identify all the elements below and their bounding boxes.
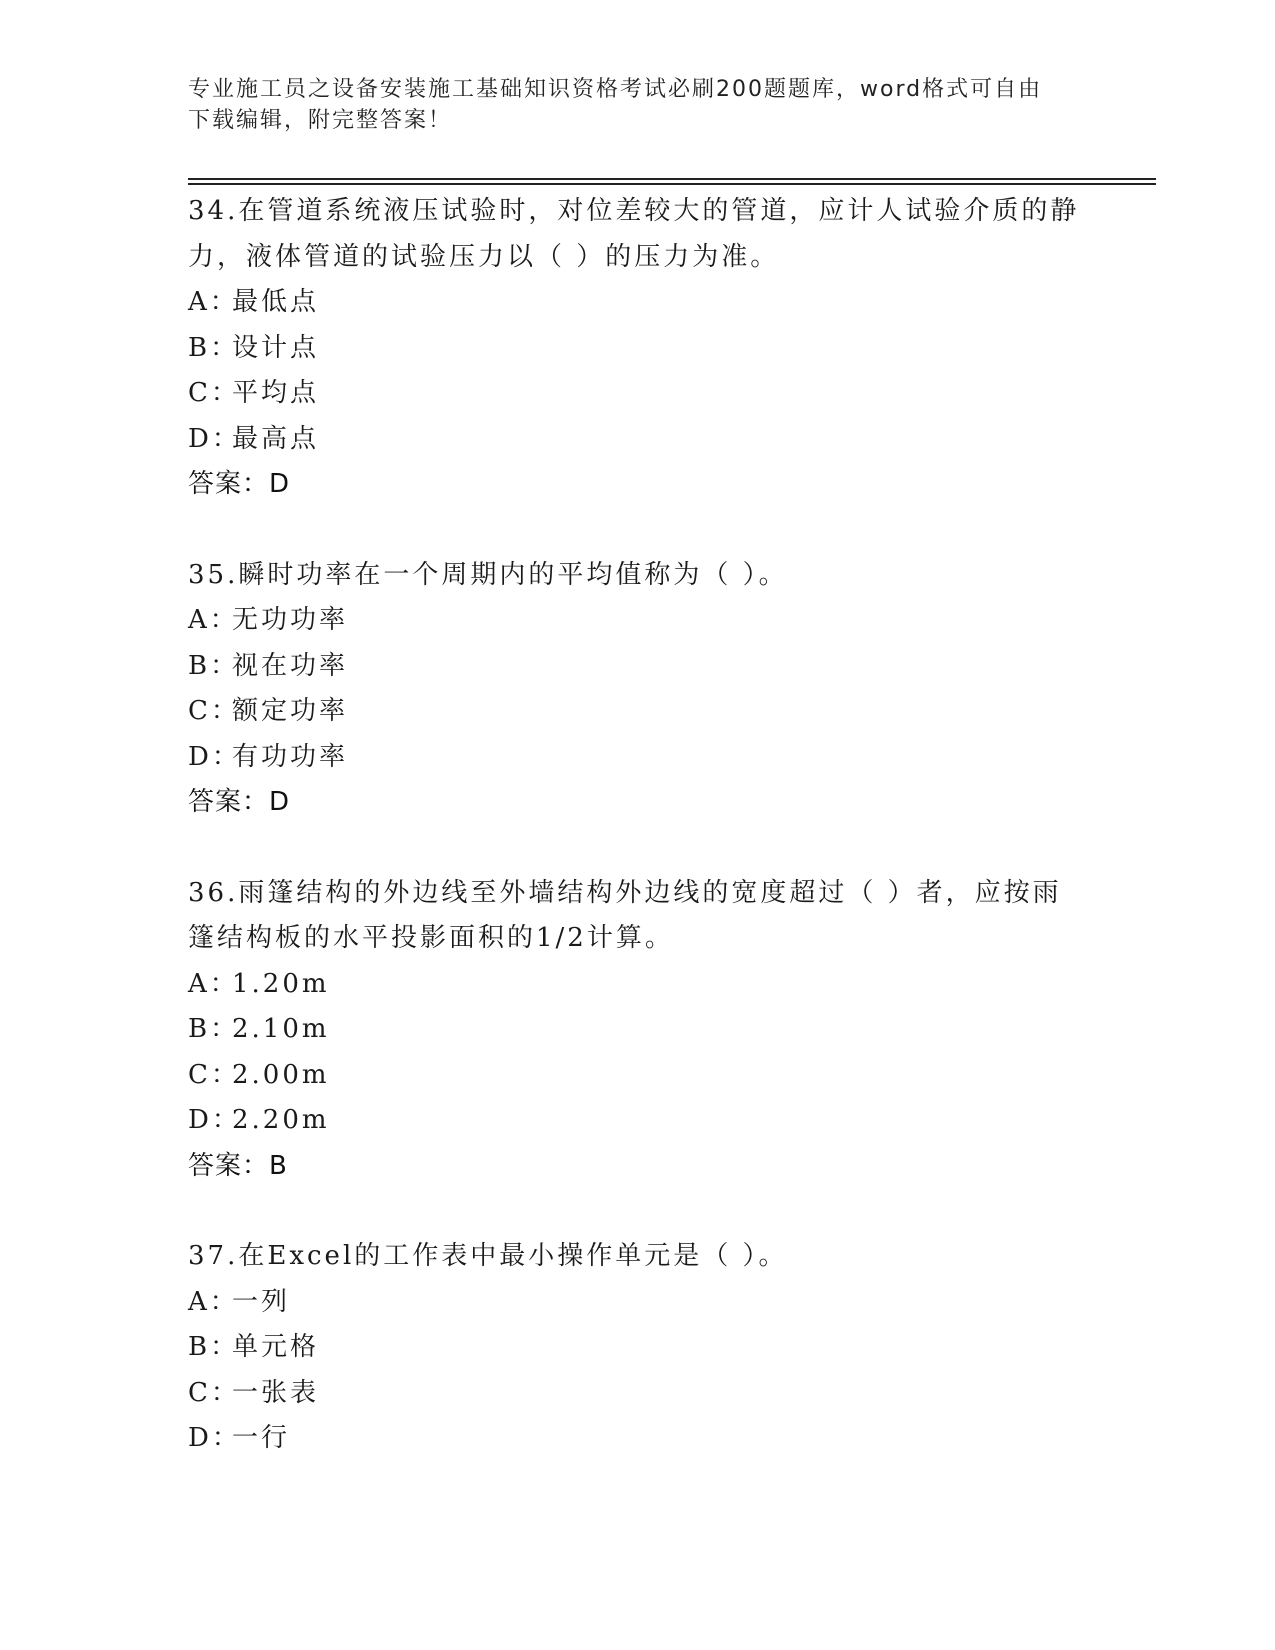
question-block xyxy=(188,871,1088,1190)
option-letter: D： xyxy=(188,1105,241,1135)
option-text: 视在功率 xyxy=(232,650,349,681)
option-letter: A： xyxy=(188,1286,239,1317)
answer-option xyxy=(188,1325,1088,1371)
question-stem-line: 37.在Excel的工作表中最小操作单元是（ ）。 xyxy=(188,1241,788,1271)
question-spacer xyxy=(188,508,1088,553)
question-block xyxy=(188,553,1088,826)
answer-option xyxy=(188,326,1088,372)
option-text: 2.20m xyxy=(232,1105,330,1135)
option-text: 平均点 xyxy=(232,378,320,408)
option-text: 2.10m xyxy=(232,1014,330,1044)
option-letter: D： xyxy=(188,1423,241,1453)
option-letter: B： xyxy=(188,332,240,363)
answer-option xyxy=(188,280,1088,326)
header-divider-bottom xyxy=(188,183,1156,185)
option-text: 一张表 xyxy=(232,1377,320,1408)
option-text: 额定功率 xyxy=(232,696,349,726)
answer-option xyxy=(188,1053,1088,1099)
answer-option xyxy=(188,735,1088,781)
header-line-1: 专业施工员之设备安装施工基础知识资格考试必刷200题题库，word格式可自由 xyxy=(188,77,1043,102)
question-stem-line: 力，液体管道的试验压力以（ ）的压力为准。 xyxy=(188,241,780,272)
option-text: 一列 xyxy=(232,1286,291,1317)
answer-option xyxy=(188,1371,1088,1417)
option-letter: B： xyxy=(188,1332,240,1362)
question-stem-line: 34.在管道系统液压试验时，对位差较大的管道，应计人试验介质的静 xyxy=(188,196,1080,226)
option-letter: C： xyxy=(188,696,240,726)
option-text: 1.20m xyxy=(232,968,330,999)
option-letter: C： xyxy=(188,378,240,408)
question-spacer xyxy=(188,826,1088,871)
option-letter: A： xyxy=(188,287,239,317)
question-spacer xyxy=(188,1189,1088,1234)
header-divider-top xyxy=(188,178,1156,180)
option-text: 单元格 xyxy=(232,1332,320,1362)
answer-option xyxy=(188,962,1088,1008)
option-letter: B： xyxy=(188,1014,240,1044)
question-stem-line: 35.瞬时功率在一个周期内的平均值称为（ ）。 xyxy=(188,559,788,590)
option-letter: B： xyxy=(188,650,240,681)
option-letter: C： xyxy=(188,1377,240,1408)
question-stem-line: 篷结构板的水平投影面积的1/2计算。 xyxy=(188,923,674,953)
answer-option xyxy=(188,417,1088,463)
question-block xyxy=(188,1234,1088,1462)
answer-option xyxy=(188,1280,1088,1326)
option-letter: A： xyxy=(188,968,239,999)
question-block xyxy=(188,189,1088,508)
answer-option xyxy=(188,1416,1088,1462)
option-text: 有功功率 xyxy=(232,741,349,772)
option-text: 设计点 xyxy=(232,332,320,363)
option-letter: D： xyxy=(188,423,241,454)
answer-option xyxy=(188,598,1088,644)
option-text: 无功功率 xyxy=(232,605,349,635)
question-stem-line: 36.雨篷结构的外边线至外墙结构外边线的宽度超过（ ）者，应按雨 xyxy=(188,877,1062,908)
question-list xyxy=(188,189,1088,1462)
answer-option xyxy=(188,371,1088,417)
answer-key: 答案：B xyxy=(188,1150,288,1181)
answer-option xyxy=(188,644,1088,690)
answer-key: 答案：D xyxy=(188,469,291,499)
option-text: 2.00m xyxy=(232,1059,330,1090)
answer-key: 答案：D xyxy=(188,787,291,817)
answer-option xyxy=(188,689,1088,735)
option-letter: A： xyxy=(188,605,239,635)
option-text: 最高点 xyxy=(232,423,320,454)
option-text: 一行 xyxy=(232,1423,291,1453)
answer-option xyxy=(188,1098,1088,1144)
document-header xyxy=(188,74,1068,136)
option-letter: D： xyxy=(188,741,241,772)
header-line-2: 下载编辑，附完整答案！ xyxy=(188,108,453,133)
option-text: 最低点 xyxy=(232,287,320,317)
answer-option xyxy=(188,1007,1088,1053)
option-letter: C： xyxy=(188,1059,240,1090)
